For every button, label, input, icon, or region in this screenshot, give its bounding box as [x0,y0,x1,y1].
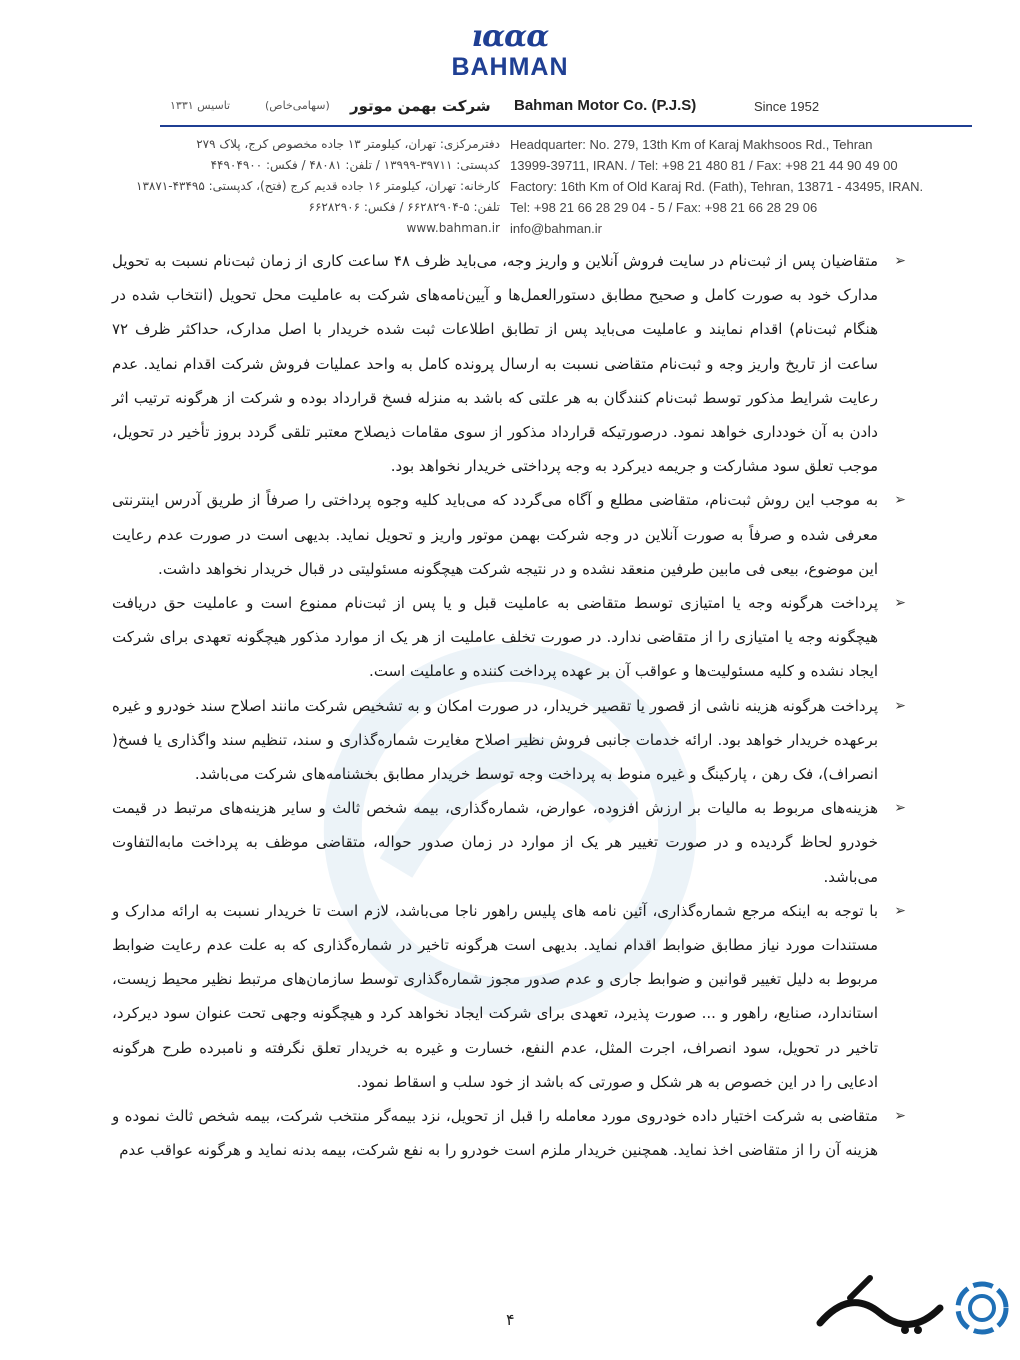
contact-en-line: Factory: 16th Km of Old Karaj Rd. (Fath), Tehran, 13871 - 43495, IRAN. [510,179,924,194]
logo-wordmark: BAHMAN [451,53,569,81]
contact-en-line: 13999-39711, IRAN. / Tel: +98 21 480 81 / Fax: +98 21 44 90 49 00 [510,158,898,173]
arrowhead-bullet-icon: ➢ [894,492,906,509]
contact-en [510,134,960,239]
arrowhead-bullet-icon: ➢ [894,902,906,919]
arrowhead-bullet-icon: ➢ [894,253,906,269]
contact-en-line: Headquarter: No. 279, 13th Km of Karaj Makhsoos Rd., Tehran [510,137,873,152]
logo-script-mark: ıɑɑɑ [471,19,549,54]
since-year: Since 1952 [754,99,820,114]
company-name-en: Bahman Motor Co. (P.J.S) [514,97,697,114]
contact-fa-line: کدپستی: ۳۹۷۱۱-۱۳۹۹۹ / تلفن: ۴۸۰۸۱ / فکس: ۴۴۹۰۴۹۰۰ [210,158,500,172]
contact-fa-line: تلفن: ۵-۶۶۲۸۲۹۰۴ / فکس: ۶۶۲۸۲۹۰۶ [308,200,500,214]
page-number: ۴ [506,1310,515,1329]
arrowhead-bullet-icon: ➢ [894,1108,906,1125]
terms-paragraph: ➢ پرداخت هرگونه وجه یا امتیازی توسط متقاضی به عاملیت قبل و یا پس از ثبت‌نام ممنوع است و عاملیت حق دریافت هیچگونه وجه یا امتیازی را از متقاضی ندارد. در صورت تخلف عاملیت از هر یک از موارد مذکور هیچگونه تعهدی برای شرکت ایجاد نشده و کلیه مسئولیت‌ها و عواقب آن بر عهده پرداخت کننده و عاملیت است. [112,586,908,689]
terms-paragraph: ➢ متقاضی به شرکت اختیار داده خودروی مورد معامله را قبل از تحویل، نزد بیمه‌گر منتخب شرکت، بیمه شخص ثالث نموده و هزینه آن را از متقاضی اخذ نماید. همچنین خریدار ملزم است خودرو را به نفع شرکت، بیمه بدنه نماید و هرگونه عواقب عدم [112,1099,908,1167]
arrowhead-bullet-icon: ➢ [894,800,906,817]
terms-paragraph: ➢ پرداخت هرگونه هزینه ناشی از قصور یا تقصیر خریدار، در صورت امکان و به تشخیص شرکت مانند اصلاح سند خودرو و غیره برعهده خریدار خواهد بود. ارائه خدمات جانبی فروش نظیر اصلاح مغایرت شماره‌گذاری و سند، تنظیم سند واگذاری یا فسخ( انصراف)، فک رهن ، پارکینگ و غیره منوط به پرداخت وجه توسط خریدار مطابق بخشنامه‌های شرکت می‌باشد. [112,689,908,792]
contact-fa [80,134,500,239]
arrowhead-bullet-icon: ➢ [894,697,906,714]
terms-body [112,244,908,1167]
contact-en-line: info@bahman.ir [510,221,602,236]
established-year: تاسیس ۱۳۳۱ [170,99,231,112]
company-name-line [170,95,830,119]
company-logo [420,20,600,80]
terms-paragraph: ➢ به موجب این روش ثبت‌نام، متقاضی مطلع و آگاه می‌گردد که می‌باید کلیه وجوه پرداختی را صرفاً از طریق آدرس اینترنتی معرفی شده و صرفاً به صورت آنلاین در وجه شرکت بهمن موتور واریز و تحویل نماید. بدیهی است در صورت عدم رعایت این موضوع، بیعی فی مابین طرفین منعقد نشده و در نتیجه شرکت هیچگونه مسئولیتی در قبال خریدار نخواهد داشت. [112,483,908,586]
corner-brand-logo [810,1268,1010,1348]
contact-fa-line: دفترمرکزی: تهران، کیلومتر ۱۳ جاده مخصوص کرج، پلاک ۲۷۹ [196,137,500,151]
company-type: (سهامی‌خاص) [265,99,330,112]
terms-paragraph: ➢ متقاضیان پس از ثبت‌نام در سایت فروش آنلاین و واریز وجه، می‌باید ظرف ۴۸ ساعت کاری از زمان ثبت‌نام نسبت به تحویل مدارک خود به صورت کامل و صحیح مطابق دستورالعمل‌ها و آیین‌نامه‌های شرکت به عاملیت محل تحویل (انتخاب شده در هنگام ثبت‌نام) اقدام نمایند و عاملیت می‌باید پس از تطابق اطلاعات ثبت شده خریدار با اصل مدارک، حداکثر ظرف ۷۲ ساعت از تاریخ واریز وجه و ثبت‌نام متقاضی نسبت به ارسال پرونده کامل به واحد عملیات فروش شرکت اقدام نماید. عدم رعایت شرایط مذکور توسط ثبت‌نام کنندگان به هر علتی که باشد به منزله فسخ قرارداد بوده و شرکت از هرگونه ترتیب اثر دادن به آن خودداری خواهد نمود. درصورتیکه قرارداد مذکور از سوی مقامات ذیصلاح معتبر تلقی گردد بروز تأخیر در تحویل، موجب تعلق سود مشارکت و جریمه دیرکرد به وجه پرداختی خریدار نخواهد بود. [112,244,908,483]
terms-paragraph: ➢ با توجه به اینکه مرجع شماره‌گذاری، آئین نامه های پلیس راهور ناجا می‌باشد، لازم است تا خریدار نسبت به ارائه مدارک و مستندات مورد نیاز مطابق ضوابط اقدام نماید. بدیهی است هرگونه تاخیر در شماره‌گذاری که به علت عدم رعایت ضوابط مربوط به دلیل تغییر قوانین و ضوابط جاری و عدم صدور مجوز شماره‌گذاری توسط سازمان‌های مرتبط نظیر محیط زیست، استاندارد، صنایع، راهور و ... صورت پذیرد، تعهدی برای شرکت ایجاد نخواهد کرد و هیچگونه وجهی تحت عنوان سود دیرکرد، تاخیر در تحویل، سود انصراف، اجرت المثل، عدم النفع، خسارت و غیره به خریدار تعلق نگرفته و نامبرده طرح هرگونه ادعایی را در این خصوص به هر شکل و صورتی که باشد از خود سلب و اسقاط نمود. [112,894,908,1099]
header-divider [160,125,972,127]
terms-paragraph: ➢ هزینه‌های مربوط به مالیات بر ارزش افزوده، عوارض، شماره‌گذاری، بیمه شخص ثالث و سایر هزینه‌های مرتبط در قیمت خودرو لحاظ گردیده و در صورت تغییر هر یک از موارد در زمان صدور حواله، متقاضی موظف به پرداخت مابه‌التفاوت می‌باشد. [112,791,908,894]
contact-fa-line: www.bahman.ir [406,221,500,235]
company-name-fa: شرکت بهمن موتور [350,97,491,115]
contact-en-line: Tel: +98 21 66 28 29 04 - 5 / Fax: +98 21 66 28 29 06 [510,200,818,215]
arrowhead-bullet-icon: ➢ [894,595,906,612]
contact-fa-line: کارخانه: تهران، کیلومتر ۱۶ جاده قدیم کرج (فتح)، کدپستی: ۴۳۴۹۵-۱۳۸۷۱ [136,179,500,193]
